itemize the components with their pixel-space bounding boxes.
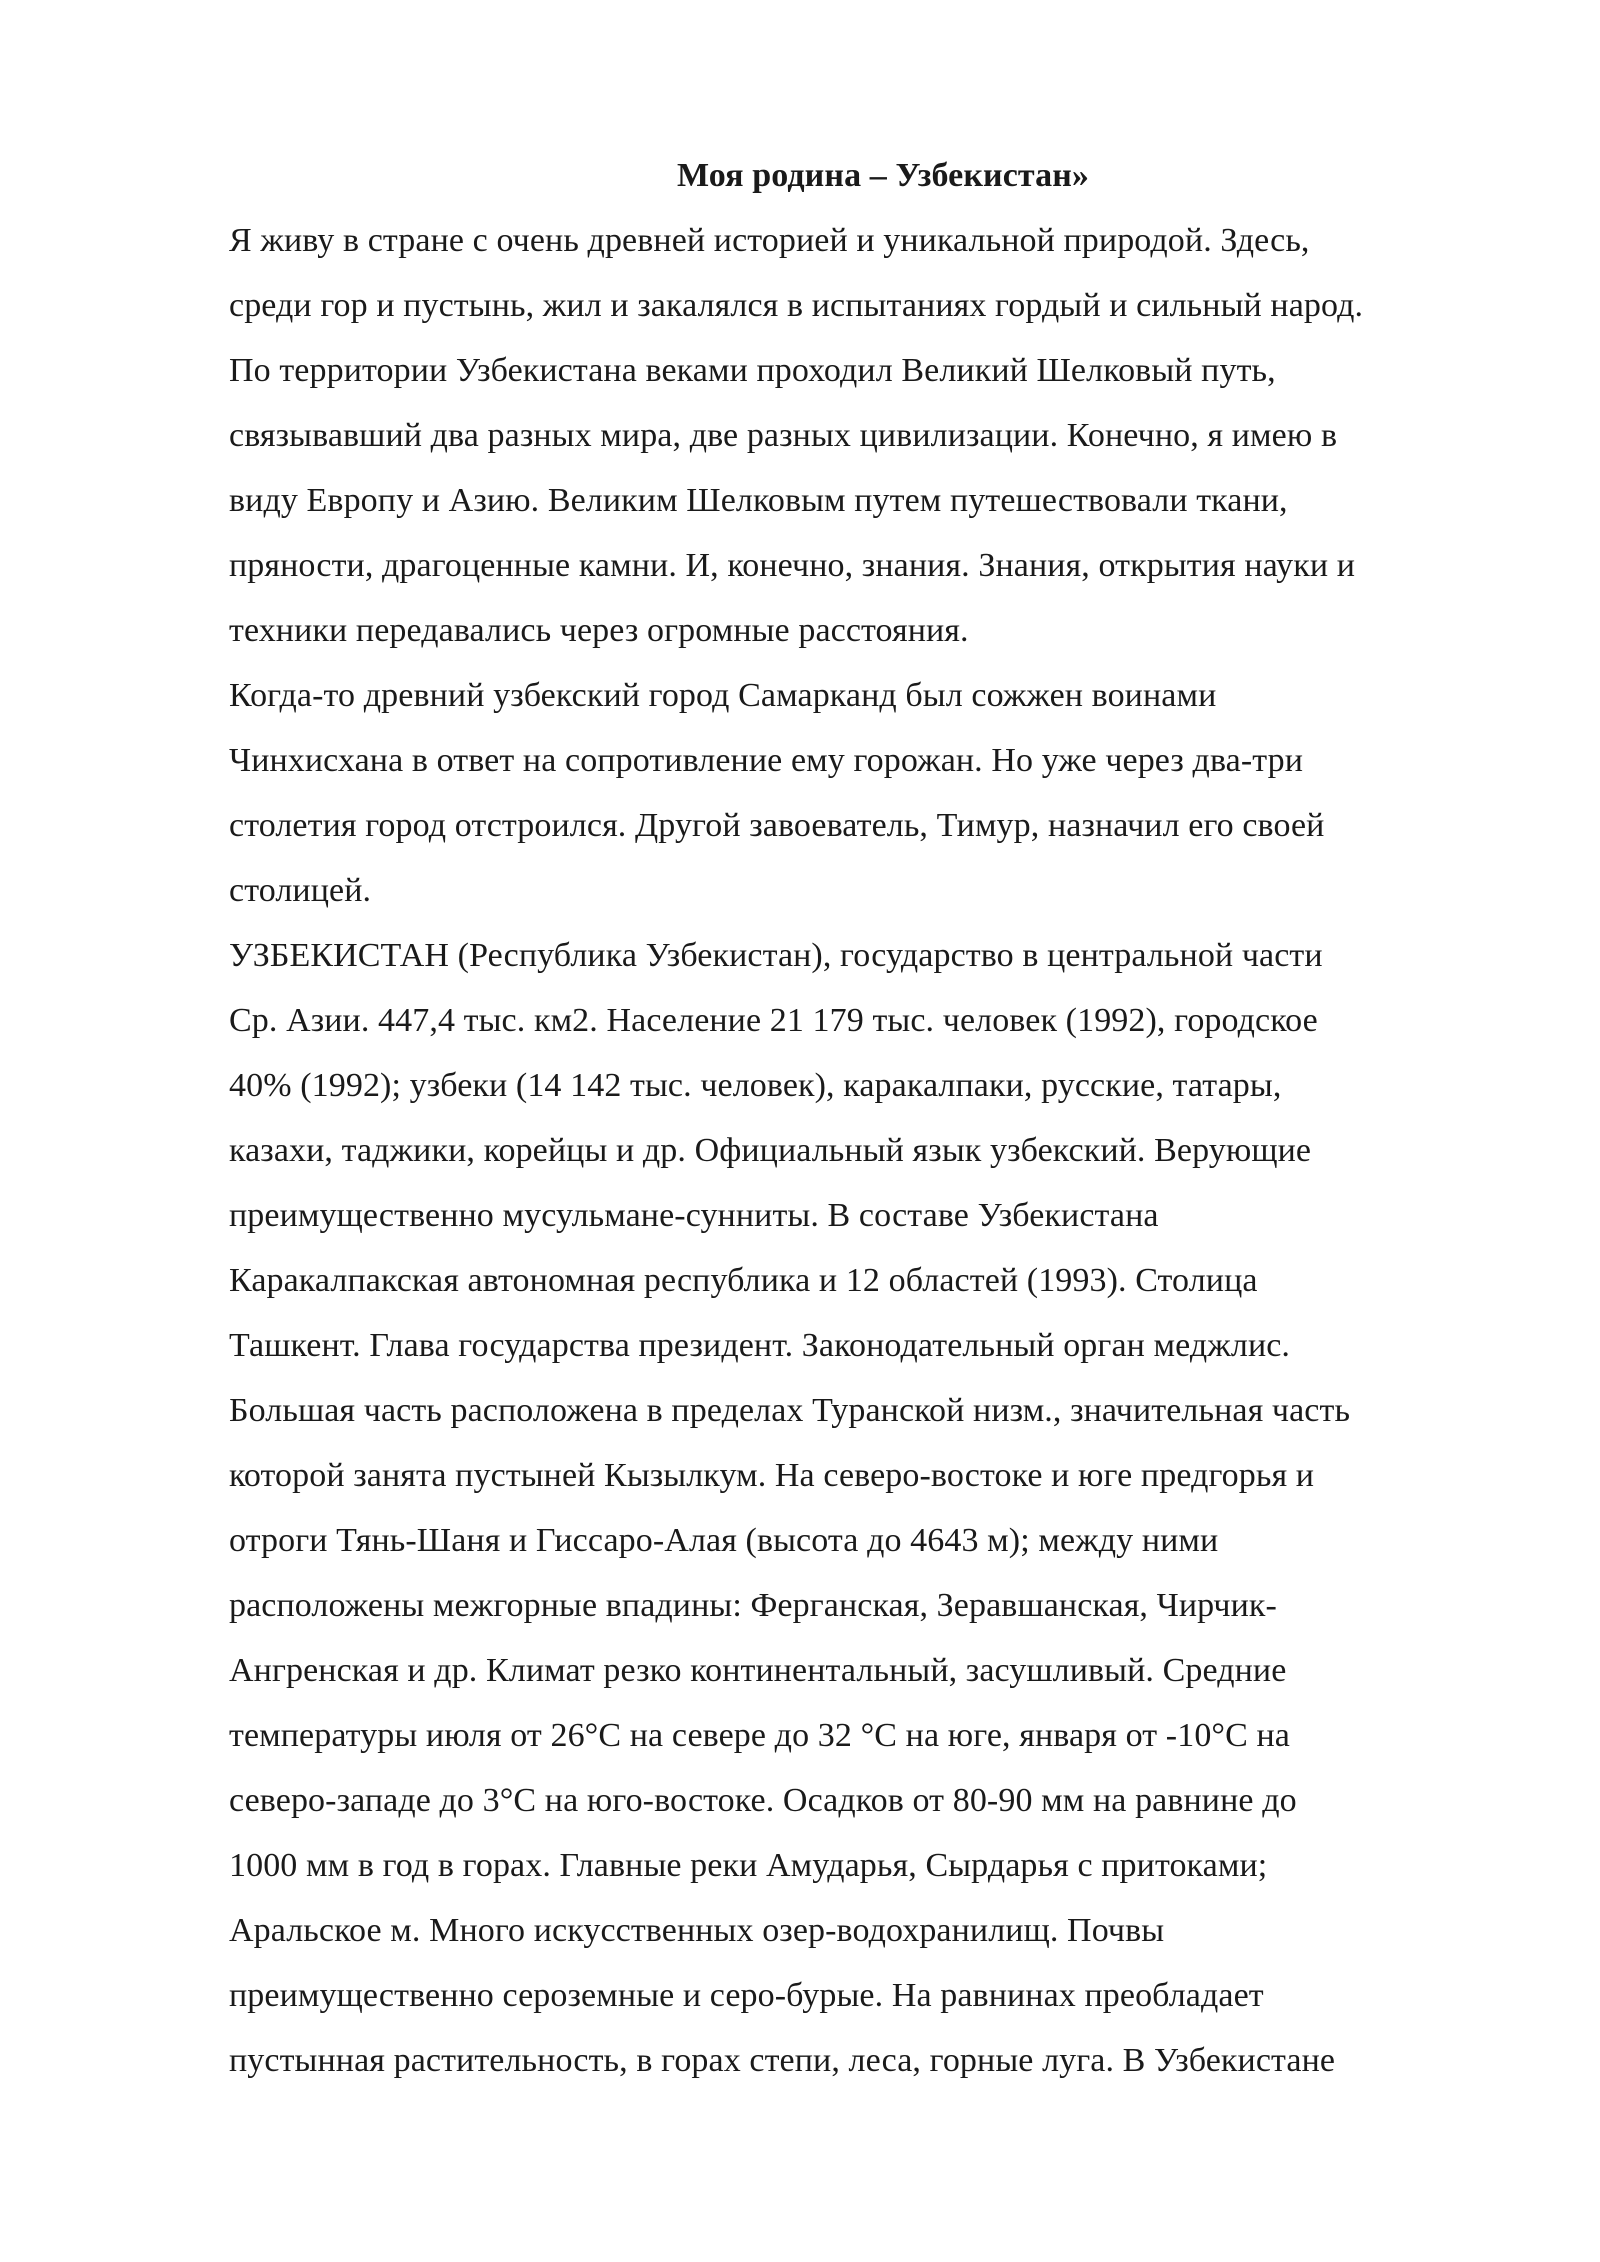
document-title: Моя родина – Узбекистан» [676, 157, 1090, 194]
text-line: Каракалпакская автономная республика и 12 областей (1993). Столица [229, 1262, 1258, 1299]
text-line: северо-западе до 3°С на юго-востоке. Осадков от 80-90 мм на равнине до [229, 1782, 1297, 1819]
text-line: расположены межгорные впадины: Ферганская, Зеравшанская, Чирчик- [229, 1587, 1277, 1624]
text-line: виду Европу и Азию. Великим Шелковым путем путешествовали ткани, [229, 482, 1288, 519]
text-line: столицей. [229, 872, 372, 909]
text-line: Аральское м. Много искусственных озер-водохранилищ. Почвы [229, 1912, 1165, 1949]
text-line: пустынная растительность, в горах степи, леса, горные луга. В Узбекистане [229, 2042, 1336, 2079]
text-line: УЗБЕКИСТАН (Республика Узбекистан), государство в центральной части [229, 937, 1323, 974]
text-line: техники передавались через огромные расстояния. [229, 612, 969, 649]
text-line: преимущественно мусульмане-сунниты. В составе Узбекистана [229, 1197, 1159, 1234]
text-line: отроги Тянь-Шаня и Гиссаро-Алая (высота до 4643 м); между ними [229, 1522, 1219, 1559]
text-line: Большая часть расположена в пределах Туранской низм., значительная часть [229, 1392, 1351, 1429]
text-line: пряности, драгоценные камни. И, конечно, знания. Знания, открытия науки и [229, 547, 1356, 584]
text-line: Чинхисхана в ответ на сопротивление ему горожан. Но уже через два-три [229, 742, 1304, 779]
text-line: Ангренская и др. Климат резко континентальный, засушливый. Средние [229, 1652, 1287, 1689]
text-line: Когда-то древний узбекский город Самарканд был сожжен воинами [229, 677, 1217, 714]
text-line: преимущественно сероземные и серо-бурые. На равнинах преобладает [229, 1977, 1264, 2014]
text-line: Я живу в стране с очень древней историей и уникальной природой. Здесь, [229, 222, 1310, 259]
text-line: 1000 мм в год в горах. Главные реки Амударья, Сырдарья с притоками; [229, 1847, 1268, 1884]
text-line: которой занята пустыней Кызылкум. На северо-востоке и юге предгорья и [229, 1457, 1315, 1494]
text-line: По территории Узбекистана веками проходил Великий Шелковый путь, [229, 352, 1276, 389]
text-line: Ташкент. Глава государства президент. Законодательный орган меджлис. [229, 1327, 1291, 1364]
text-line: среди гор и пустынь, жил и закалялся в испытаниях гордый и сильный народ. [229, 287, 1364, 324]
text-line: Ср. Азии. 447,4 тыс. км2. Население 21 179 тыс. человек (1992), городское [229, 1002, 1318, 1039]
text-line: столетия город отстроился. Другой завоеватель, Тимур, назначил его своей [229, 807, 1325, 844]
text-line: связывавший два разных мира, две разных цивилизации. Конечно, я имею в [229, 417, 1338, 454]
text-line: температуры июля от 26°С на севере до 32 °С на юге, января от -10°С на [229, 1717, 1290, 1754]
text-line: казахи, таджики, корейцы и др. Официальный язык узбекский. Верующие [229, 1132, 1312, 1169]
text-line: 40% (1992); узбеки (14 142 тыс. человек), каракалпаки, русские, татары, [229, 1067, 1282, 1104]
